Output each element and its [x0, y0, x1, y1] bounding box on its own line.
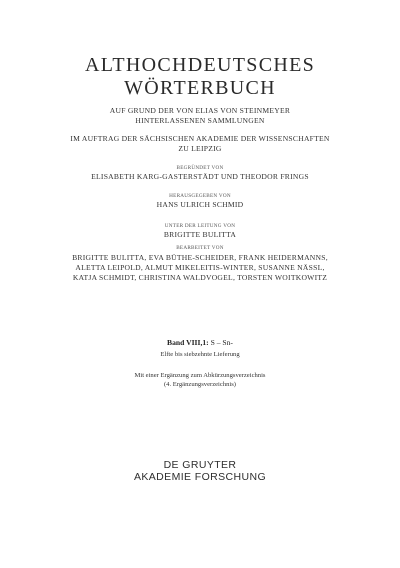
commission-line1: IM AUFTRAG DER SÄCHSISCHEN AKADEMIE DER WISSENSCHAFTEN [70, 134, 330, 143]
publisher-imprint: AKADEMIE FORSCHUNG [133, 471, 267, 483]
volume-line [0, 338, 400, 348]
direction-names: BRIGITTE BULITTA [163, 230, 237, 239]
main-title-line2: WÖRTERBUCH [124, 77, 276, 99]
commission-line2: ZU LEIPZIG [178, 144, 222, 153]
volume-issue: Elfte bis siebzehnte Lieferung [160, 351, 240, 358]
publisher-name: DE GRUYTER [163, 459, 237, 471]
compiled-label: BEARBEITET VON [176, 245, 224, 251]
volume-range: S – Sn- [210, 338, 233, 347]
volume-band: Band VIII,1: [167, 338, 209, 347]
founded-names: ELISABETH KARG-GASTERSTÄDT UND THEODOR FRINGS [91, 172, 309, 181]
compiled-line1: BRIGITTE BULITTA, EVA BÜTHE-SCHEIDER, FRANK HEIDERMANNS, [72, 253, 328, 262]
supplement-line1: Mit einer Ergänzung zum Abkürzungsverzeichnis [134, 372, 266, 379]
compiled-line2: ALETTA LEIPOLD, ALMUT MIKELEITIS-WINTER, SUSANNE NÄSSL, [75, 263, 325, 272]
edited-label: HERAUSGEGEBEN VON [169, 193, 231, 199]
direction-label: UNTER DER LEITUNG VON [164, 223, 236, 229]
compiled-line3: KATJA SCHMIDT, CHRISTINA WALDVOGEL, TORSTEN WOITKOWITZ [72, 273, 328, 282]
edited-names: HANS ULRICH SCHMID [156, 200, 244, 209]
supplement-line2: (4. Ergänzungsverzeichnis) [163, 381, 237, 388]
basis-line1: AUF GRUND DER VON ELIAS VON STEINMEYER [109, 106, 291, 115]
founded-label: BEGRÜNDET VON [176, 165, 224, 171]
main-title-line1: ALTHOCHDEUTSCHES [84, 54, 316, 76]
basis-line2: HINTERLASSENEN SAMMLUNGEN [135, 116, 265, 125]
